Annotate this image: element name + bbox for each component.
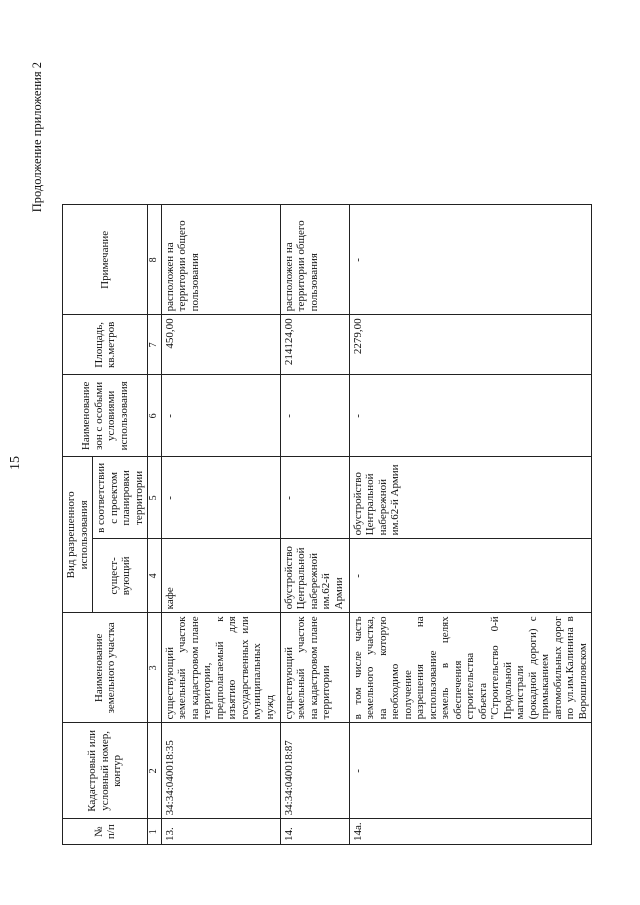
land-plots-table <box>62 204 592 845</box>
row-planned-use: - <box>280 457 349 539</box>
row-note: - <box>349 205 592 315</box>
column-index-row <box>148 205 162 845</box>
row-existing-use: обустройство Центральной набережной им.62-й Армии <box>280 539 349 613</box>
row-planned-use: - <box>161 457 280 539</box>
row-note: расположен на территории общего пользования <box>280 205 349 315</box>
row-zones: - <box>280 375 349 457</box>
header-area: Площадь, кв.метров <box>63 315 148 375</box>
row-planned-use: обустройство Центральной набережной им.62-й Армии <box>349 457 592 539</box>
header-zones: Наименование зон с особыми условиями использования <box>63 375 148 457</box>
header-note: Примечание <box>63 205 148 315</box>
header-permitted-use: Вид разрешенного использования <box>63 457 93 613</box>
header-planned: в соответствии с проектом планировки территории <box>93 457 148 539</box>
row-name: существующий земельный участок на кадастровом плане территории <box>280 613 349 723</box>
row-area: 2279,00 <box>349 315 592 375</box>
column-index: 7 <box>148 315 162 375</box>
table-row <box>280 205 349 845</box>
row-name: в том числе часть земельного участка, на которую необходимо получение разрешения на использование земель в целях обеспечения строительства объекта "Строительство 0-й Продольной магистрали (рокадной дороги) с примыканием автомобильных дорог по ул.им.Калинина в Ворошиловском <box>349 613 592 723</box>
page-number: 15 <box>8 456 23 470</box>
header-row <box>63 205 93 845</box>
row-cadastral: - <box>349 723 592 819</box>
column-index: 1 <box>148 819 162 845</box>
column-index: 6 <box>148 375 162 457</box>
row-num: 14. <box>280 819 349 845</box>
row-zones: - <box>161 375 280 457</box>
row-area: 214124,00 <box>280 315 349 375</box>
header-num: № п/п <box>63 819 148 845</box>
row-cadastral: 34:34:040018:35 <box>161 723 280 819</box>
table-row <box>349 205 592 845</box>
column-index: 5 <box>148 457 162 539</box>
row-area: 450,00 <box>161 315 280 375</box>
column-index: 8 <box>148 205 162 315</box>
row-num: 13. <box>161 819 280 845</box>
row-num: 14а. <box>349 819 592 845</box>
row-note: расположен на территории общего пользования <box>161 205 280 315</box>
row-cadastral: 34:34:040018:87 <box>280 723 349 819</box>
header-cadastral: Кадастровый или условный номер, контур <box>63 723 148 819</box>
column-index: 3 <box>148 613 162 723</box>
row-zones: - <box>349 375 592 457</box>
row-existing-use: - <box>349 539 592 613</box>
row-existing-use: кафе <box>161 539 280 613</box>
column-index: 4 <box>148 539 162 613</box>
header-existing: сущест-вующий <box>93 539 148 613</box>
row-name: существующий земельный участок на кадастровом плане территории, предполагаемый к изъятию для государственных или муниципальных нужд <box>161 613 280 723</box>
table-row <box>161 205 280 845</box>
header-name: Наименование земельного участка <box>63 613 148 723</box>
appendix-caption: Продолжение приложения 2 <box>30 62 44 213</box>
column-index: 2 <box>148 723 162 819</box>
